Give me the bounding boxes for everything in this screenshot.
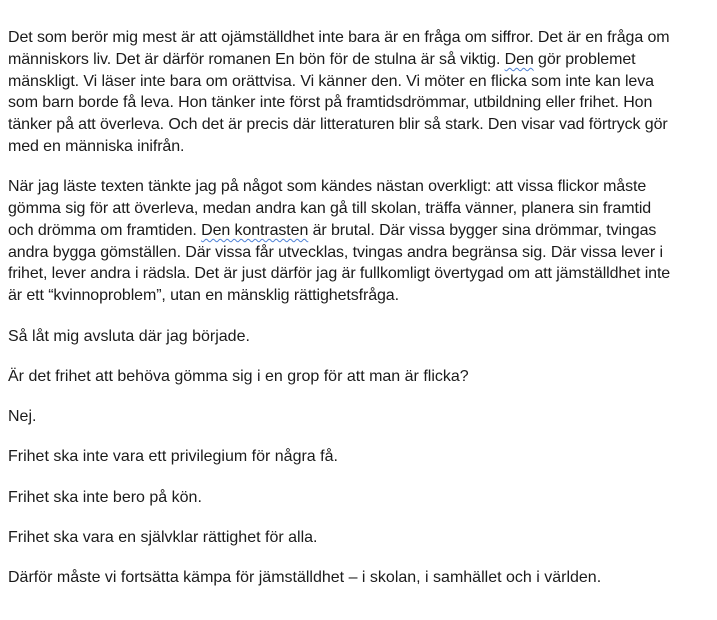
text-line bbox=[8, 49, 709, 71]
spellcheck-flagged-word[interactable]: Den bbox=[504, 50, 534, 68]
text-line: är ett “kvinnoproblem”, utan en mänsklig rättighetsfråga. bbox=[8, 287, 399, 305]
text-line: Det som berör mig mest är att ojämställdhet inte bara är en fråga om siffror. Det är en fråga om bbox=[8, 29, 670, 46]
text-line: När jag läste texten tänkte jag på något som kändes nästan overkligt: att vissa flickor måste bbox=[8, 178, 647, 196]
paragraph-answer: Nej. bbox=[8, 408, 37, 426]
text-segment: är brutal. Där vissa bygger sina drömmar, tvingas bbox=[308, 221, 657, 239]
paragraph-closing: Därför måste vi fortsätta kämpa för jämställdhet – i skolan, i samhället och i världen. bbox=[8, 569, 602, 587]
text-line bbox=[8, 220, 709, 242]
paragraph-statement-3: Frihet ska vara en självklar rättighet för alla. bbox=[8, 529, 318, 547]
text-segment: gör problemet bbox=[533, 50, 636, 68]
text-line: mänskligt. Vi läser inte bara om orättvisa. Vi känner den. Vi möter en flicka som inte kan leva bbox=[8, 72, 654, 90]
text-line: gömma sig för att överleva, medan andra kan gå till skolan, träffa vänner, planera sin framtid bbox=[8, 200, 652, 218]
text-line: andra bygga gömställen. Där vissa får utvecklas, tvingas andra begränsa sig. Där vissa lever i bbox=[8, 243, 663, 261]
text-segment: människors liv. Det är därför romanen En bön för de stulna är så viktig. bbox=[8, 50, 505, 68]
paragraph-statement-2: Frihet ska inte bero på kön. bbox=[8, 488, 202, 506]
paragraph-intro bbox=[8, 27, 709, 158]
text-segment: och drömma om framtiden. bbox=[8, 221, 202, 239]
text-line: som barn borde få leva. Hon tänker inte först på framtidsdrömmar, utbildning eller frihet. Hon bbox=[8, 94, 653, 112]
paragraph-conclusion-intro: Så låt mig avsluta där jag började. bbox=[8, 327, 250, 345]
text-line: tänker på att överleva. Och det är precis där litteraturen blir så stark. Den visar vad förtryck gör bbox=[8, 116, 668, 134]
spellcheck-flagged-phrase[interactable]: Den kontrasten bbox=[201, 221, 309, 239]
paragraph-reflection bbox=[8, 176, 709, 307]
paragraph-statement-1: Frihet ska inte vara ett privilegium för några få. bbox=[8, 448, 338, 466]
text-line: med en människa inifrån. bbox=[8, 137, 185, 155]
paragraph-question: Är det frihet att behöva gömma sig i en grop för att man är flicka? bbox=[8, 367, 469, 385]
text-line: frihet, lever andra i rädsla. Det är just därför jag är fullkomligt övertygad om att jämställdhet inte bbox=[8, 265, 671, 283]
